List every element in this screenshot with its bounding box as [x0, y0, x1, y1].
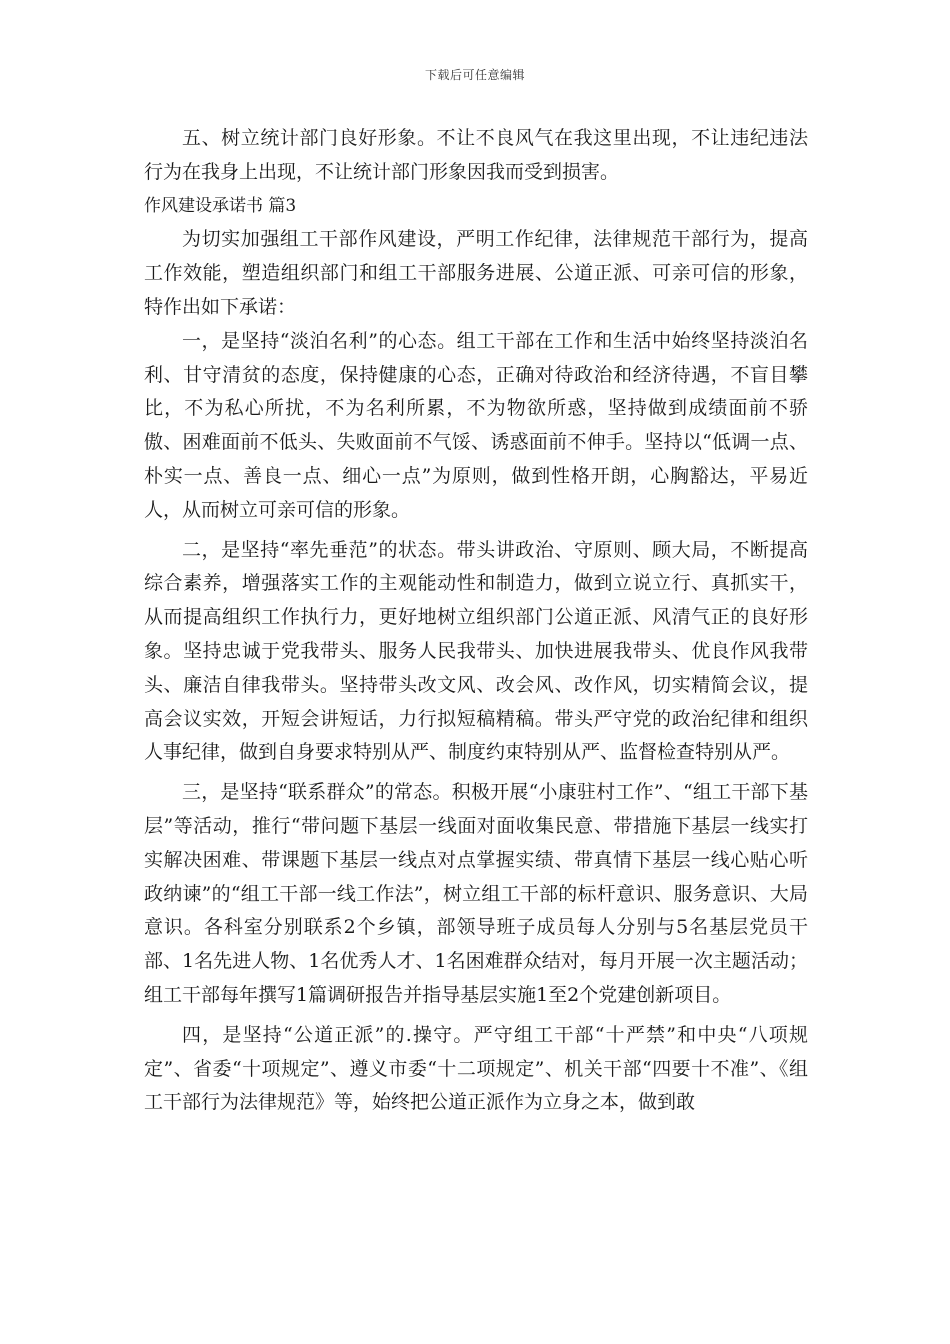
paragraph-item-5: 五、树立统计部门良好形象。不让不良风气在我这里出现，不让违纪违法行为在我身上出现，不让统计部门形象因我而受到损害。 — [144, 127, 808, 183]
section-title: 作风建设承诺书 篇3 — [144, 195, 297, 216]
intro-paragraph: 为切实加强组工干部作风建设，严明工作纪律，法律规范干部行为，提高工作效能，塑造组织部门和组工干部服务进展、公道正派、可亲可信的形象，特作出如下承诺： — [144, 228, 808, 318]
commitment-point-4: 四，是坚持“公道正派”的.操守。严守组工干部“十严禁”和中央“八项规定”、省委“十项规定”、遵义市委“十二项规定”、机关干部“四要十不准”、《组工干部行为法律规范》等，始终把公道正派作为立身之本，做到敢 — [144, 1023, 808, 1114]
commitment-point-1: 一，是坚持“淡泊名利”的心态。组工干部在工作和生活中始终坚持淡泊名利、甘守清贫的态度，保持健康的心态，正确对待政治和经济待遇，不盲目攀比，不为私心所扰，不为名利所累，不为物欲所惑，坚持做到成绩面前不骄傲、困难面前不低头、失败面前不气馁、诱惑面前不伸手。坚持以“低调一点、朴实一点、善良一点、细心一点”为原则，做到性格开朗，心胸豁达，平易近人，从而树立可亲可信的形象。 — [144, 329, 808, 521]
page-header: 下载后可任意编辑 — [424, 68, 525, 82]
document-body — [144, 122, 808, 1120]
commitment-point-3: 三，是坚持“联系群众”的常态。积极开展“小康驻村工作”、“组工干部下基层”等活动，推行“带问题下基层一线面对面收集民意、带措施下基层一线实打实解决困难、带课题下基层一线点对点掌握实绩、带真情下基层一线心贴心听政纳谏”的“组工干部一线工作法”，树立组工干部的标杆意识、服务意识、大局意识。各科室分别联系2个乡镇，部领导班子成员每人分别与5名基层党员干部、1名先进人物、1名优秀人才、1名困难群众结对，每月开展一次主题活动；组工干部每年撰写1篇调研报告并指导基层实施1至2个党建创新项目。 — [144, 781, 808, 1006]
commitment-point-2: 二，是坚持“率先垂范”的状态。带头讲政治、守原则、顾大局，不断提高综合素养，增强落实工作的主观能动性和制造力，做到立说立行、真抓实干，从而提高组织工作执行力，更好地树立组织部门公道正派、风清气正的良好形象。坚持忠诚于党我带头、服务人民我带头、加快进展我带头、优良作风我带头、廉洁自律我带头。坚持带头改文风、改会风、改作风，切实精简会议，提高会议实效，开短会讲短话，力行拟短稿精稿。带头严守党的政治纪律和组织人事纪律，做到自身要求特别从严、制度约束特别从严、监督检查特别从严。 — [144, 538, 808, 764]
